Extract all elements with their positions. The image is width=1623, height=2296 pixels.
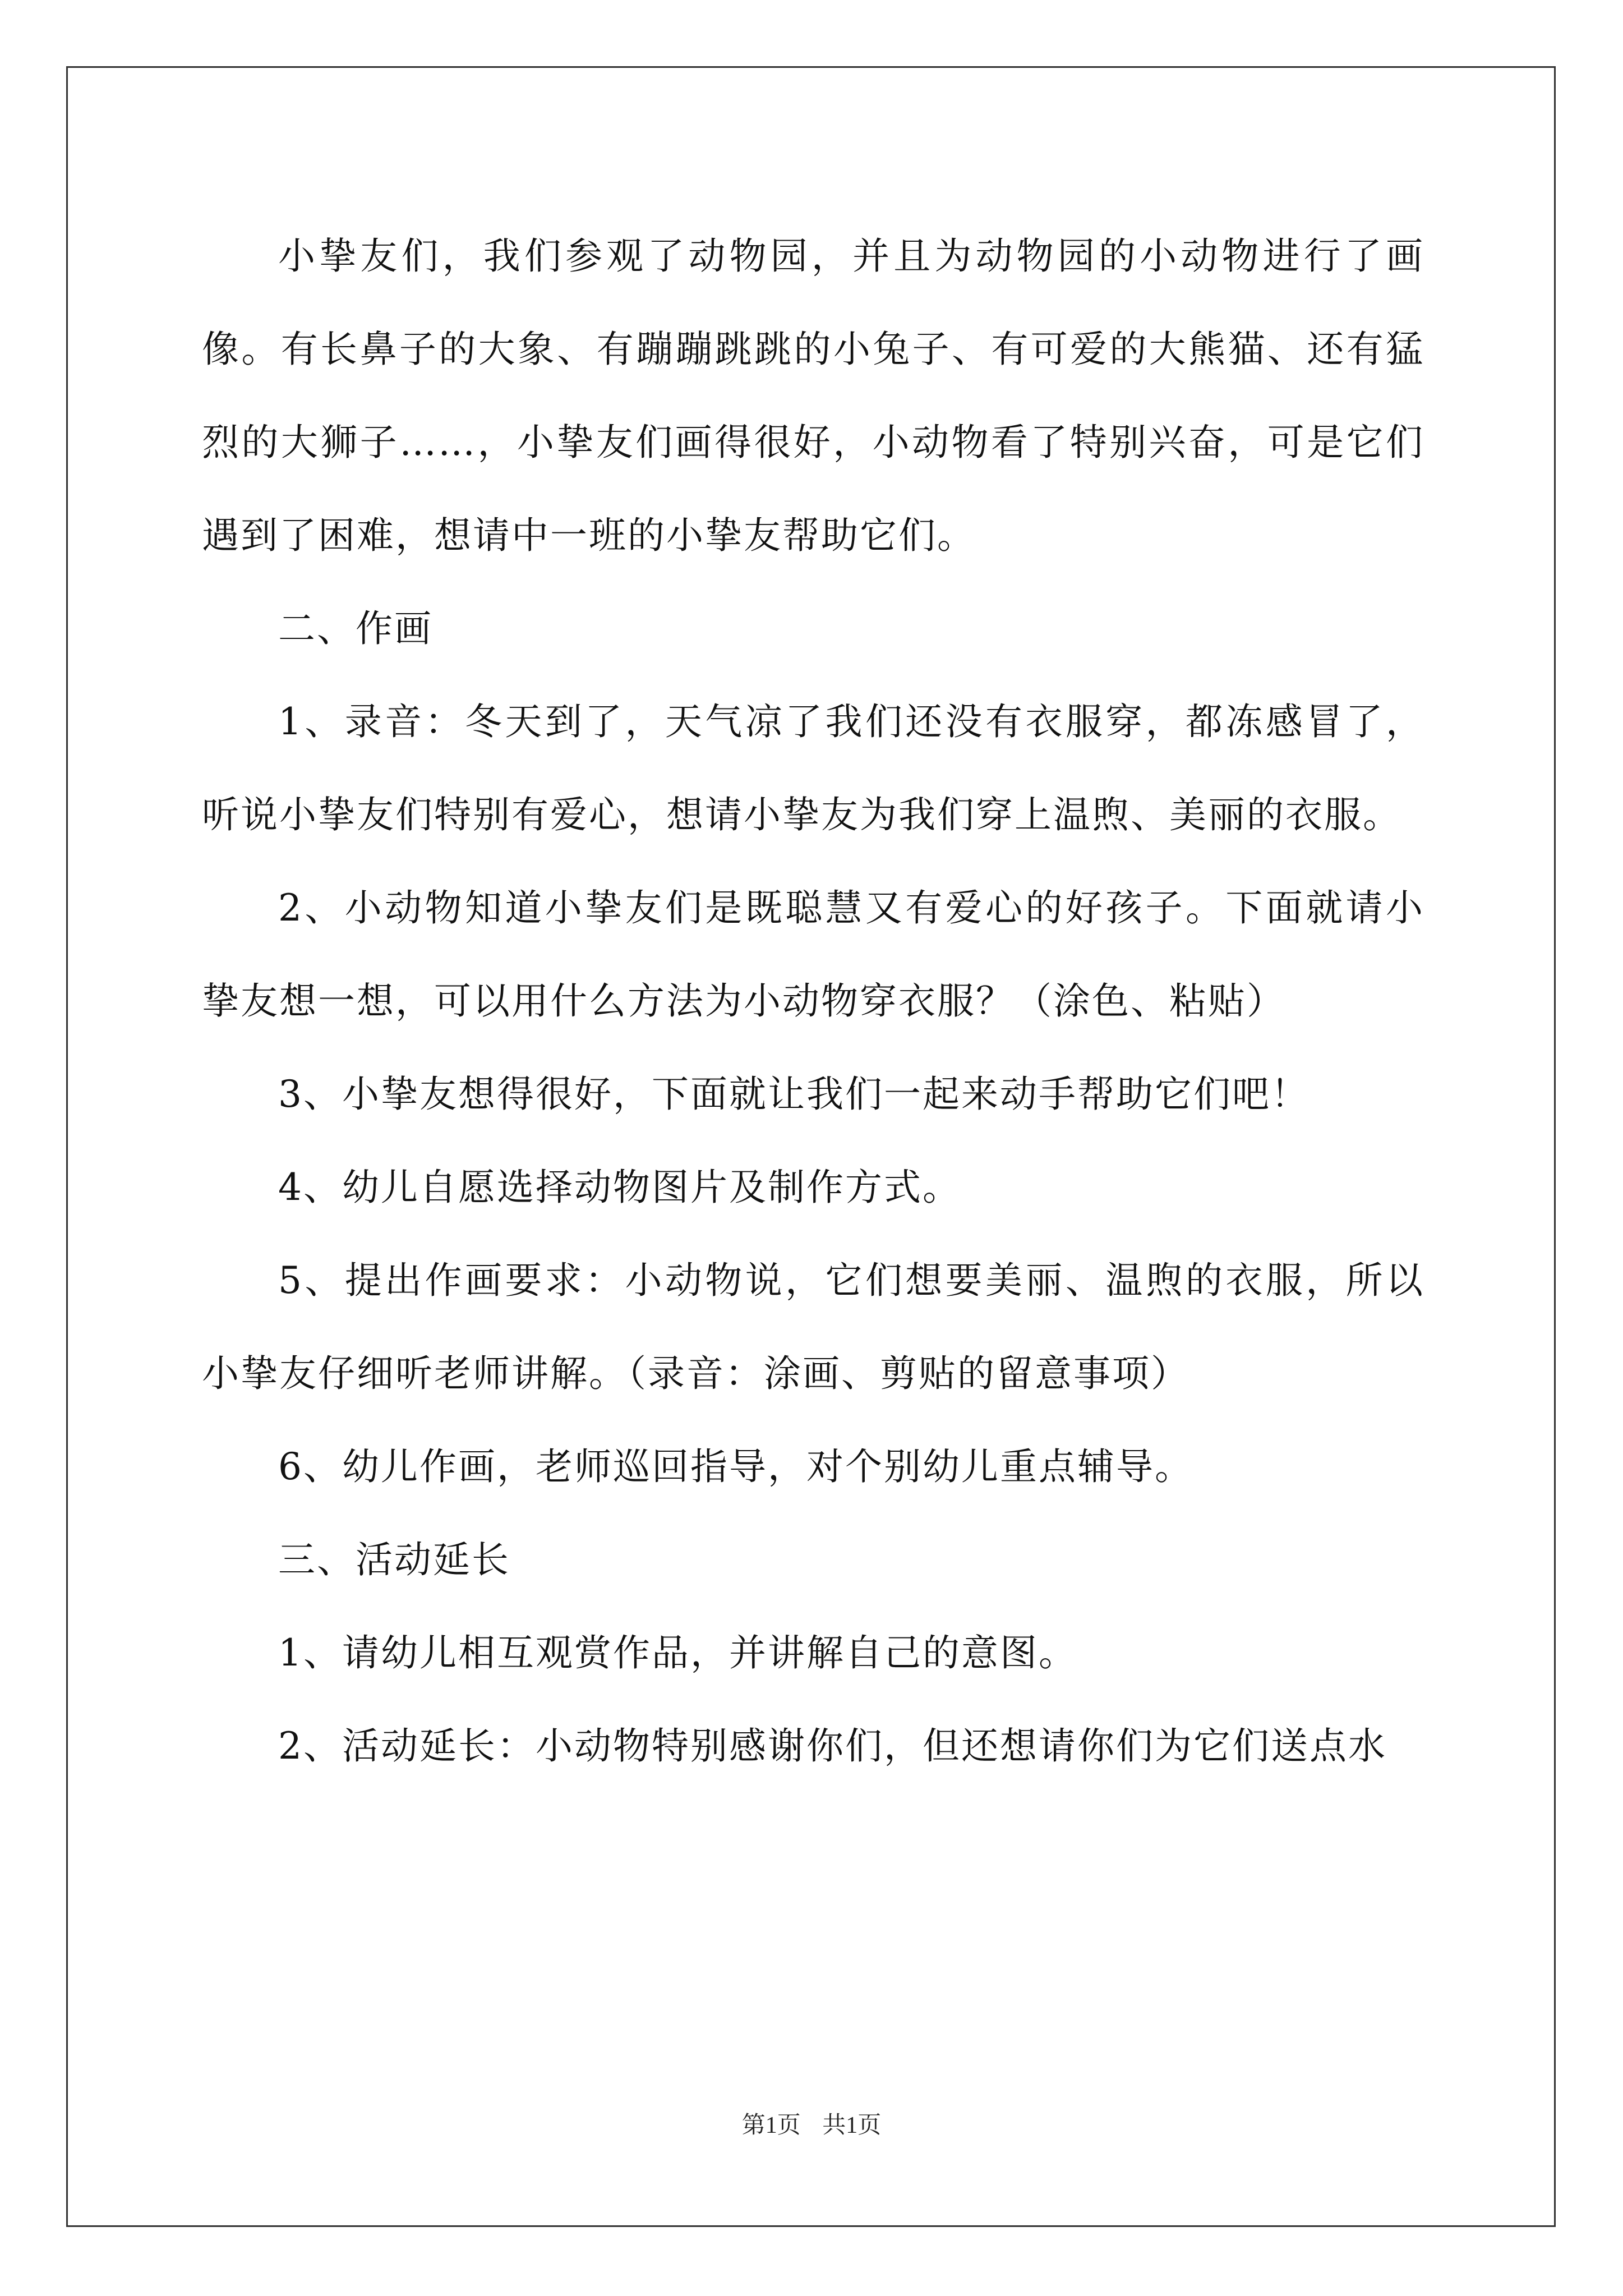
page-footer [0,2106,1623,2140]
paragraph-step-1: 1、录音：冬天到了，天气凉了我们还没有衣服穿，都冻感冒了，听说小挚友们特别有爱心，想请小挚友为我们穿上温煦、美丽的衣服。 [202,700,1424,836]
paragraph-step-3: 3、小挚友想得很好，下面就让我们一起来动手帮助它们吧！ [278,1073,1310,1116]
page-total: 共1页 [822,2113,882,2138]
paragraph-extension-1: 1、请幼儿相互观赏作品，并讲解自己的意图。 [278,1631,1077,1674]
paragraph-intro: 小挚友们，我们参观了动物园，并且为动物园的小动物进行了画像。有长鼻子的大象、有蹦蹦跳跳的小兔子、有可爱的大熊猫、还有猛烈的大狮子……，小挚友们画得很好，小动物看了特别兴奋，可是它们遇到了困难，想请中一班的小挚友帮助它们。 [202,234,1424,557]
section-heading-drawing: 二、作画 [278,607,433,650]
page-number: 第1页 [741,2113,801,2138]
document-body [202,210,1424,1793]
paragraph-step-4: 4、幼儿自愿选择动物图片及制作方式。 [278,1166,961,1209]
paragraph-extension-2: 2、活动延长：小动物特别感谢你们，但还想请你们为它们送点水 [278,1724,1387,1768]
paragraph-step-5: 5、提出作画要求：小动物说，它们想要美丽、温煦的衣服，所以小挚友仔细听老师讲解。（录音：涂画、剪贴的留意事项） [202,1259,1424,1395]
paragraph-step-2: 2、小动物知道小挚友们是既聪慧又有爱心的好孩子。下面就请小挚友想一想，可以用什么方法为小动物穿衣服？（涂色、粘贴） [202,886,1424,1023]
paragraph-step-6: 6、幼儿作画，老师巡回指导，对个别幼儿重点辅导。 [278,1445,1193,1488]
section-heading-extension: 三、活动延长 [278,1538,510,1581]
